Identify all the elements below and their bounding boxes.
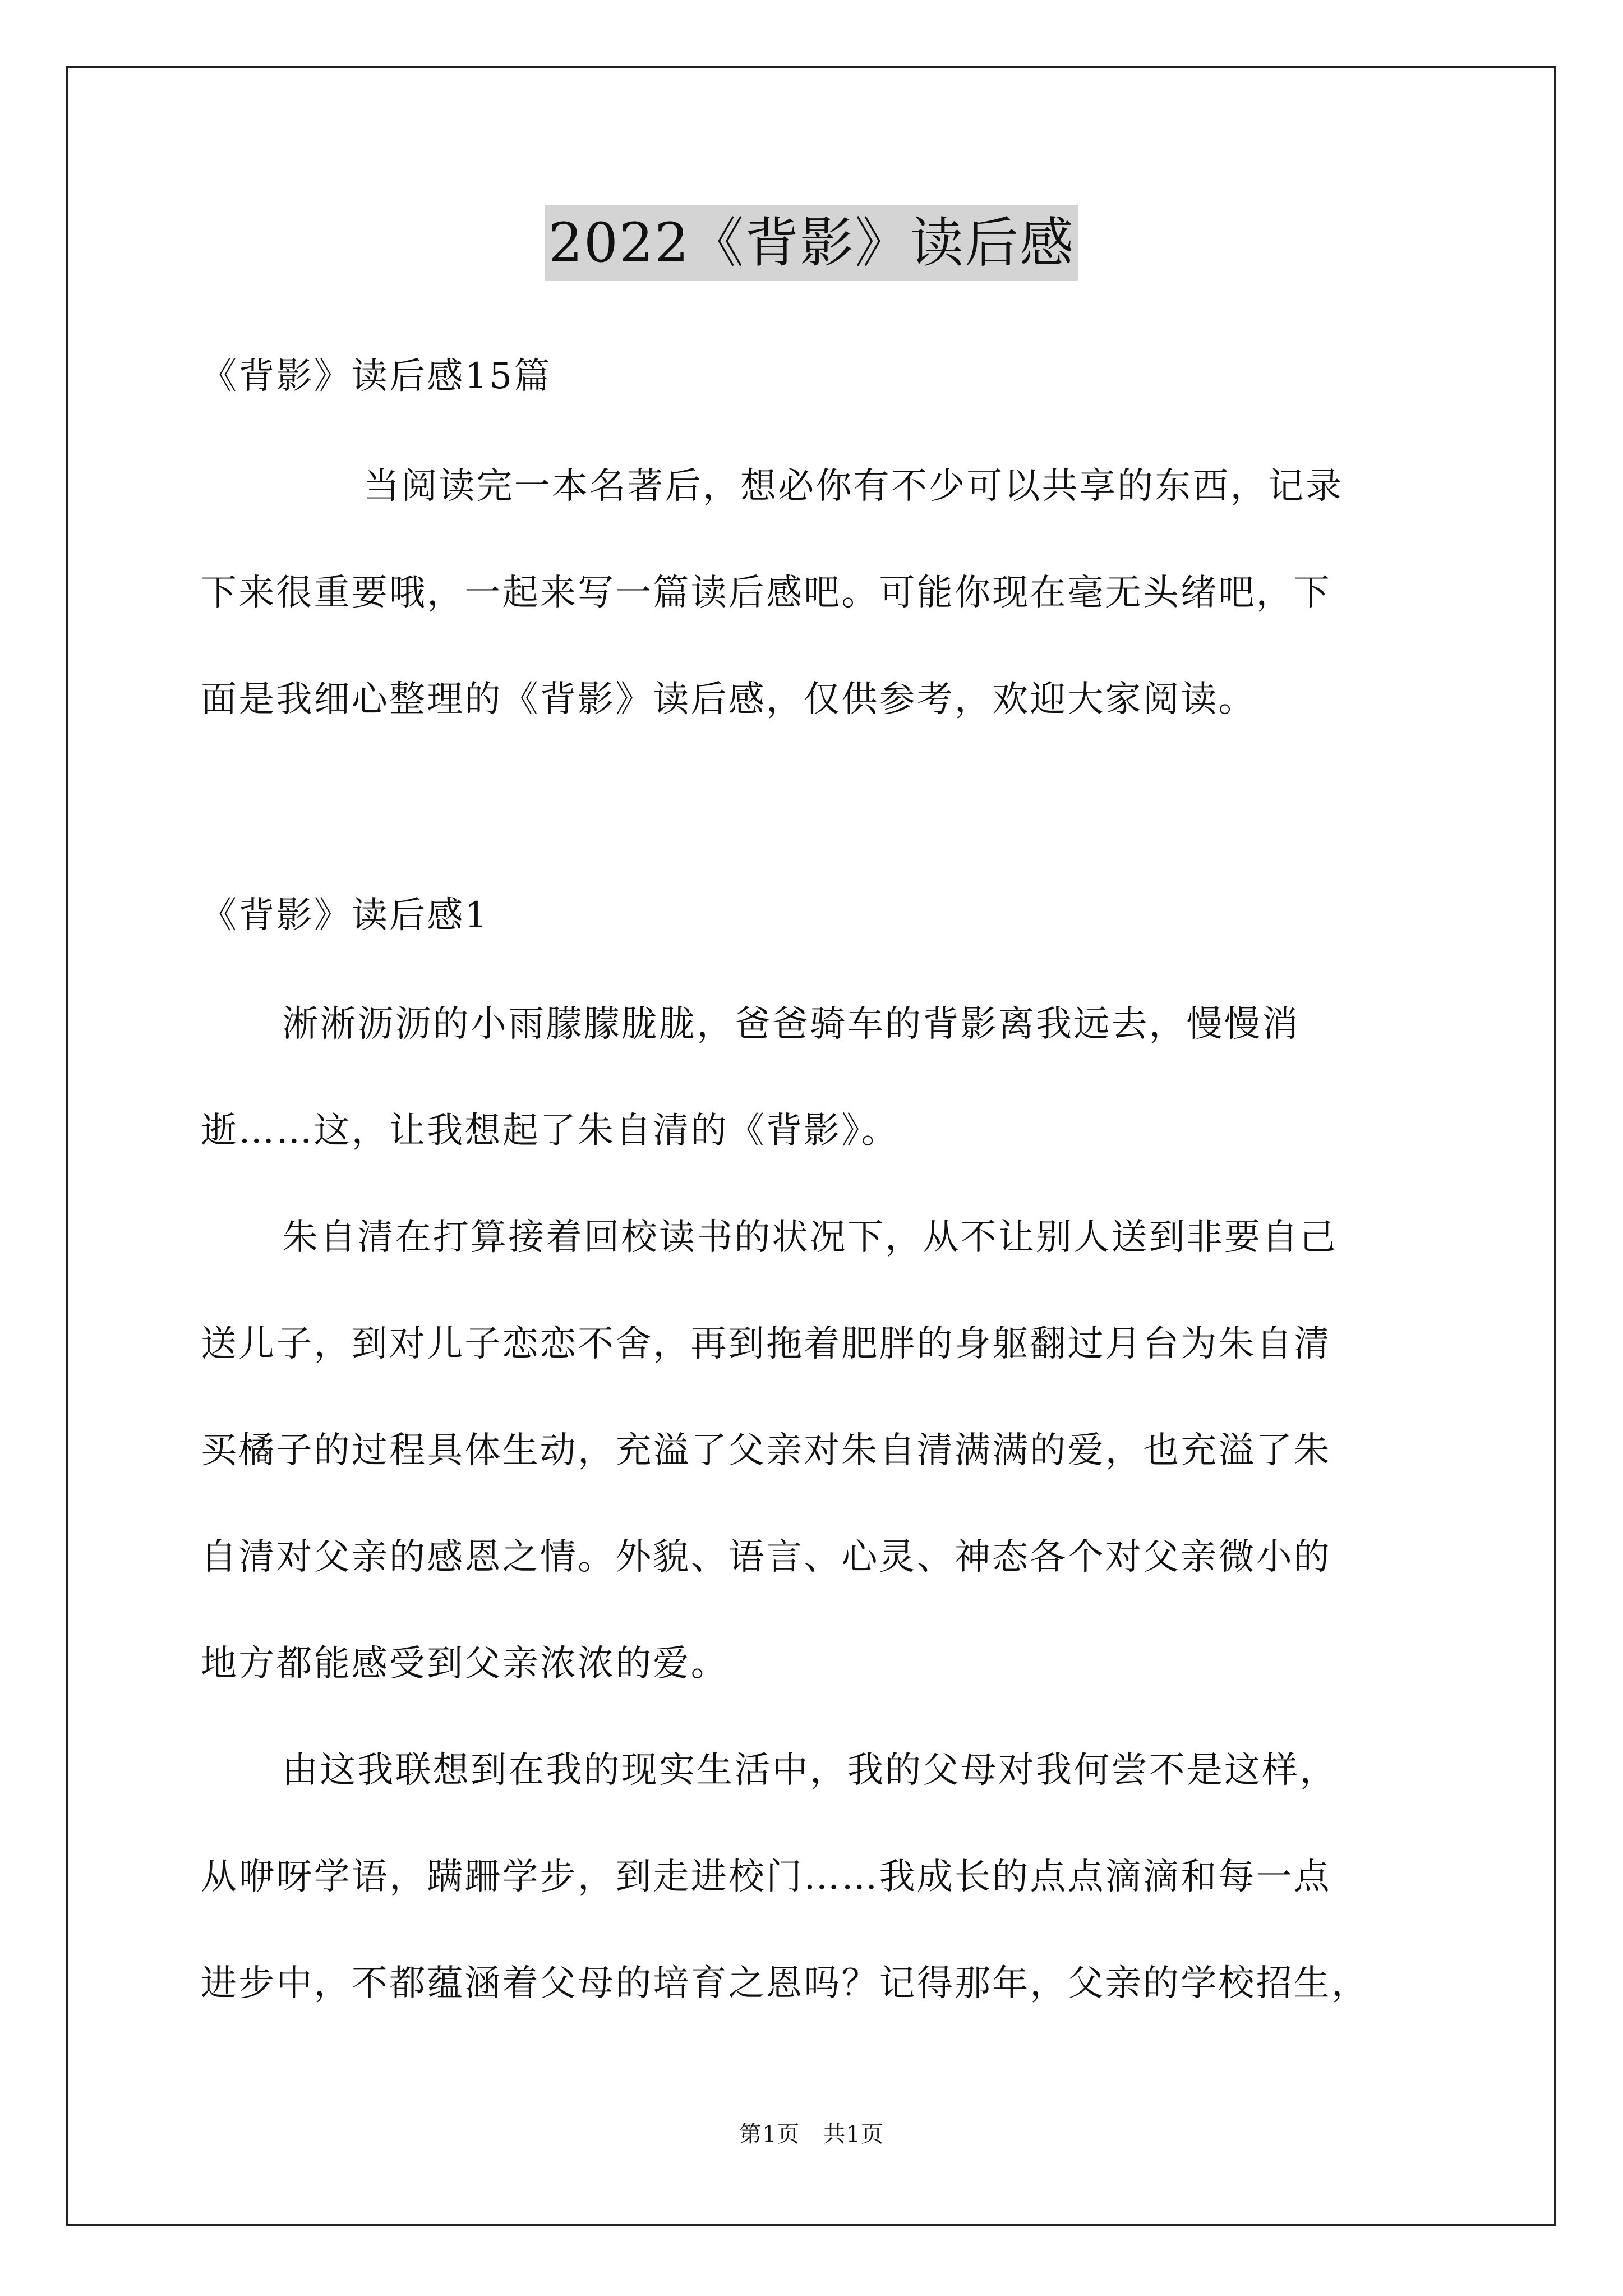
body-line-2: 逝……这，让我想起了朱自清的《背影》。 <box>201 1110 899 1152</box>
body-line-7: 地方都能感受到父亲浓浓的爱。 <box>201 1643 728 1685</box>
body-line-5: 买橘子的过程具体生动，充溢了父亲对朱自清满满的爱，也充溢了朱 <box>201 1430 1331 1471</box>
section-heading: 《背影》读后感1 <box>201 895 490 936</box>
subtitle: 《背影》读后感15篇 <box>201 356 552 397</box>
body-line-1: 淅淅沥沥的小雨朦朦胧胧，爸爸骑车的背影离我远去，慢慢消 <box>282 1004 1300 1045</box>
body-line-3: 朱自清在打算接着回校读书的状况下，从不让别人送到非要自己 <box>282 1217 1338 1258</box>
intro-line-1: 当阅读完一本名著后，想必你有不少可以共享的东西，记录 <box>363 466 1344 507</box>
body-line-9: 从咿呀学语，蹒跚学步，到走进校门……我成长的点点滴滴和每一点 <box>201 1856 1331 1898</box>
page-footer: 第1页 共1页 <box>739 2122 884 2147</box>
intro-line-2: 下来很重要哦，一起来写一篇读后感吧。可能你现在毫无头绪吧，下 <box>201 572 1331 614</box>
body-line-10: 进步中，不都蕴涵着父母的培育之恩吗？记得那年，父亲的学校招生， <box>201 1963 1370 2004</box>
body-line-8: 由这我联想到在我的现实生活中，我的父母对我何尝不是这样， <box>282 1750 1338 1791</box>
title-container <box>0 205 1623 281</box>
intro-line-3: 面是我细心整理的《背影》读后感，仅供参考，欢迎大家阅读。 <box>201 679 1256 720</box>
document-title: 2022《背影》读后感 <box>545 205 1078 281</box>
body-line-4: 送儿子，到对儿子恋恋不舍，再到拖着肥胖的身躯翻过月台为朱自清 <box>201 1323 1331 1365</box>
body-line-6: 自清对父亲的感恩之情。外貌、语言、心灵、神态各个对父亲微小的 <box>201 1536 1331 1578</box>
